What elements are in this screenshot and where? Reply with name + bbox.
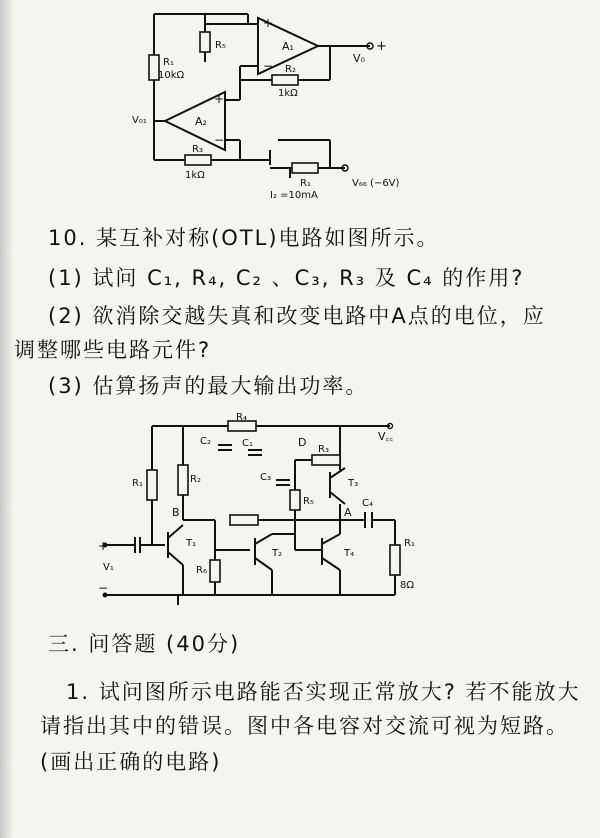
fig1-label-vo1: V₀₁ [132,115,147,126]
fig2-label-r2: R₂ [190,474,201,485]
fig2-label-vi: V₁ [103,562,114,573]
fig1-label-plus-a2: + [214,92,225,106]
fig1-label-r2: R₂ [285,64,296,75]
fig1-label-vo-plus: + [376,39,387,54]
q10-part3: (3) 估算扬声的最大输出功率。 [48,374,369,398]
fig2-label-c3: C₃ [260,472,271,483]
fig2-label-t3: T₃ [348,478,359,489]
fig2-label-t4: T₄ [344,548,355,559]
section3-q1-line3: (画出正确的电路) [40,750,222,774]
fig2-label-minus: − [98,581,109,595]
fig1-label-vo: V₀ [353,52,365,65]
fig2-label-r6: R₆ [196,565,207,576]
fig2-label-c2: C₂ [200,436,211,447]
fig2-label-plus: + [98,539,109,553]
fig1-label-vee: V₆₆ (−6V) [352,178,400,189]
fig2-label-t1: T₁ [186,538,197,549]
fig2-label-r1: R₁ [132,478,143,489]
fig2-label-c4: C₄ [362,498,373,509]
fig1-label-r2-value: 1kΩ [278,88,298,99]
fig2-label-r4: R₄ [236,412,247,423]
fig1-label-minus-a1: − [263,59,274,73]
q10-title: 10. 某互补对称(OTL)电路如图所示。 [48,226,440,250]
section3-title: 三. 问答题 (40分) [48,632,241,656]
circuit-diagram-1 [0,0,600,200]
fig2-label-r3: R₃ [318,444,329,455]
q10-part1: (1) 试问 C₁, R₄, C₂ 、C₃, R₃ 及 C₄ 的作用? [48,266,525,290]
fig1-label-plus-a1: + [263,16,274,30]
fig1-label-r1: R₁ [163,57,174,68]
fig1-label-r3: R₃ [192,144,203,155]
q10-part2-line2: 调整哪些电路元件? [14,338,212,362]
fig2-label-ro: R₁ [404,538,415,549]
fig1-label-current: I₂ =10mA [270,190,318,200]
fig1-label-r3-value: 1kΩ [185,170,205,181]
fig2-label-a: A [344,506,352,519]
fig1-label-r1-value: 10kΩ [158,70,185,81]
circuit-diagram-2 [0,410,600,630]
fig1-label-pot: R₁ [300,178,311,189]
fig2-label-ro-value: 8Ω [400,580,415,591]
fig2-label-c1: C₁ [242,438,253,449]
section3-q1-line2: 请指出其中的错误。图中各电容对交流可视为短路。 [40,714,569,738]
q10-part2-line1: (2) 欲消除交越失真和改变电路中A点的电位，应 [48,304,546,328]
fig2-label-vcc: V꜀꜀ [378,430,394,443]
fig1-label-rs: R₅ [215,40,226,51]
fig1-label-minus-a2: − [214,133,225,147]
fig1-label-a2: A₂ [195,115,207,128]
fig2-label-t2: T₂ [272,548,283,559]
fig2-label-r5: R₅ [303,496,314,507]
section3-q1-line1: 1. 试问图所示电路能否实现正常放大? 若不能放大 [66,680,581,704]
fig2-label-b: B [172,506,180,519]
fig2-label-d: D [298,436,307,449]
fig1-label-a1: A₁ [282,40,294,53]
